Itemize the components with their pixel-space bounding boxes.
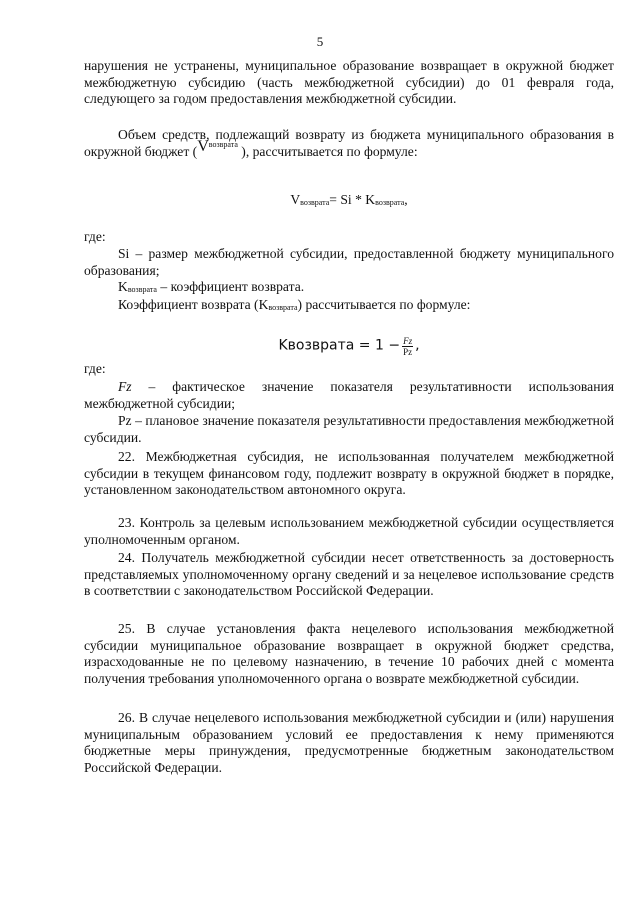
paragraph-return-deadline: нарушения не устранены, муниципальное образование возвращает в окружной бюджет межбюджетную субсидию (часть межбюджетной субсидии) до 01 февраля года, следующего за годом предоставления межбюджетной субсидии. [84, 58, 614, 106]
page-number: 5 [316, 34, 324, 49]
item-23: 23. Контроль за целевым использованием межбюджетной субсидии осуществляется уполномоченным органом. [84, 515, 614, 547]
formula-return-volume: Vвозврата= Si * Kвозврата, [290, 192, 408, 207]
item-26: 26. В случае нецелевого использования межбюджетной субсидии и (или) нарушения муниципальным образованием условий ее предоставления к нему применяются бюджетные меры принуждения, предусмотренные бюджетным законодательством Российской Федерации. [84, 710, 614, 775]
definition-k: Kвозврата – коэффициент возврата. [118, 279, 305, 294]
definition-si: Si – размер межбюджетной субсидии, предоставленной бюджету муниципального образования; [84, 246, 614, 278]
item-24: 24. Получатель межбюджетной субсидии несет ответственность за достоверность представляемых уполномоченному органу сведений и за нецелевое использование средств в соответствии с законодательством Российской Федерации. [84, 550, 614, 598]
definition-fz: Fz – фактическое значение показателя результативности использования межбюджетной субсидии; [84, 379, 614, 411]
symbol-v: V [197, 137, 209, 155]
coefficient-intro: Коэффициент возврата (Kвозврата) рассчитывается по формуле: [118, 297, 471, 312]
where-label-2: где: [84, 361, 106, 376]
definition-pz: Pz – плановое значение показателя результативности предоставления межбюджетной субсидии. [84, 413, 614, 445]
where-label-1: где: [84, 229, 106, 244]
item-22: 22. Межбюджетная субсидия, не использованная получателем межбюджетной субсидии в текущем финансовом году, подлежит возврату в окружной бюджет в порядке, установленном законодательством автономного округа. [84, 449, 614, 497]
paragraph-return-volume: Объем средств, подлежащий возврату из бюджета муниципального образования в окружной бюджет ($V^{возврата}$ ), рассчитывается по формуле: [84, 127, 614, 159]
formula-coefficient: Kвозврата = 1 − $\frac{Fz}{Pz}$ , [278, 336, 420, 357]
fraction: $\frac{Fz}{Pz}$ [403, 336, 413, 357]
item-25: 25. В случае установления факта нецелевого использования межбюджетной субсидии муниципальное образование возвращает в окружной бюджет средства, израсходованные не по целевому назначению, в течение 10 рабочих дней с момента получения требования уполномоченного органа о возврате межбюджетной субсидии. [84, 621, 614, 686]
